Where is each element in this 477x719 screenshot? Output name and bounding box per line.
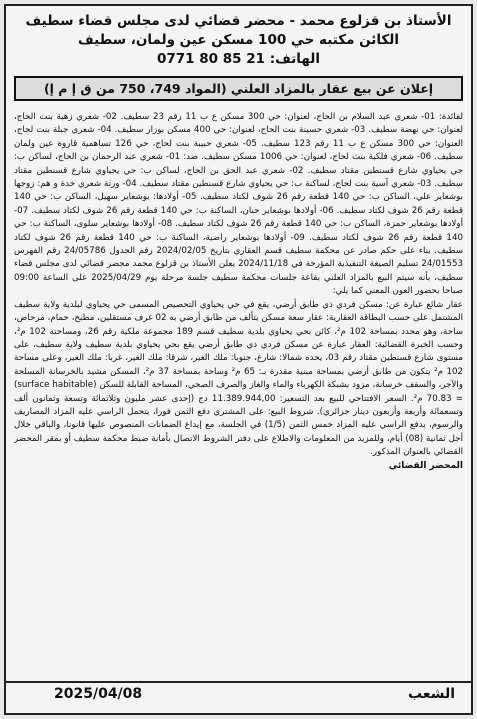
signature: المحضر القضائي: [388, 460, 463, 471]
notice-body: [14, 111, 463, 652]
notice-header: [14, 12, 463, 69]
newspaper-name: الشعب: [407, 686, 455, 702]
office-phone: الهاتف: 21 85 80 0771: [156, 51, 320, 67]
publication-date: 2025/04/08: [54, 686, 143, 702]
legal-notice: [4, 4, 473, 715]
bailiff-name: الأستاذ بن قزلوع محمد - محضر قضائي لدى مجلس قضاء سطيف: [25, 13, 452, 29]
publication-footer: [6, 681, 471, 709]
parties-paragraph: لفائدة: 01- شعري عبد السلام بن الحاج، لعنوان: حي 300 مسكن ع ب 11 رقم 23 سطيف. 02- شعري زهية بنت الحاج، لعنوان: حي نهضة سطيف. 03- شعري حسينة بنت الحاج، لعنوان: حي 400 مسكن بوزار سطيف. 04- شعري جبلة بنت لحاج، العنوان: حي 300 مسكن ع ب 11 رقم 123 سطيف. 05- شعري حبيبة بنت لحاج، حي 126 تساهمية قاروة عين ولمان سطيف. 06- شعري فلكية بنت لحاج، لعنوان: حي 1006 مسكن سطيف. ضد: 01- شعري عبد الرحمان بن الحاج، لساكن ب: حي يحياوي شارع قسنطين مقتاد سطيف. 02- شعري عبد الحق بن الحاج، لساكن ب: حي يحياوي شارع قسنطين مقتاد سطيف. 03- شعري آسية بنت لحاج، لساكنة ب: حي يحياوي شارع قسنطين مقتاد سطيف. 04- ورثة شعري خدة و هم: زوجها بوشعاير علي، الساكن ب: حي 140 قطعة رقم 26 شوف لكتاد سطيف. 05- أولادها: بوشعاير سهيل، الساكن ب: حي 140 قطعة رقم 26 شوف لكتاد سطيف. 06- أولادها بوشعاير حنان، الساكنة ب: حي 140 قطعة رقم 26 شوف لكتاد سطيف. 07- أولادها بوشعاير حمزة، الساكن ب: حي 140 قطعة رقم 26 شوف لكتاد سطيف. 08- أولادها بوشعاير سلوى، الساكنة ب: حي 140 قطعة رقم 26 شوف لكتاد سطيف. 09- أولادها بوشعاير راضية، الساكنة ب: حي 140 قطعة رقم 26 شوف لكتاد سطيف. بناء على حكم صادر عن محكمة سطيف قسم العقاري بتاريخ 2024/02/05 رقم الجدول 24/05786 رقم الفهرس 24/01553 تسليم الصيغة التنفيذية المؤرخة في 2024/11/18 يعلن الأستاذ بن قزلوع محمد محضر قضائي لدى مجلس قضاء سطيف، بأنه سيتم البيع بالمزاد العلني بقاعة جلسات محكمة سطيف جلسة مرحلة يوم 2025/04/29 على الساعة 09:00 صباحا بحضور العون المعني كما يلي:: [14, 112, 463, 297]
notice-title: إعلان عن بيع عقار بالمزاد العلني (المواد 749، 750 من ق إ م إ): [14, 76, 463, 101]
office-address: الكائن مكتبه حي 100 مسكن عين ولمان، سطيف: [78, 32, 399, 48]
property-paragraph: عقار شائع عبارة عن: مسكن فردي ذي طابق أرضي، يقع في حي يحياوي التحصيص المسمى حي يحياوي لبلدية ولاية سطيف المشتمل على حسب البطاقة العقارية: عقار سعة مسكن يتألف من طابق أرضي به 02 غرف مستقلين، مطبخ، حمام، مرحاض، ساحة، وهو محدد بمساحة 102 م²، كائن بحي يحياوي بلدية سطيف قسم 189 مجموعة ملكية رقم 26، ومساحته 102 م²، وحسب الخبرة القضائية: العقار عبارة عن مسكن فردي ذي طابق أرضي يقع بحي يحياوي بلدية سطيف ولاية سطيف، على مستوى شارع قسنطين مقتاد رقم 03، يحده شمالا: شارع، جنوبا: ملك الغير، شرقا: ملك الغير، غربا: ملك الغير، وعلى مساحة 102 م² يتكون من طابق أرضي بمساحة مبنية مقدرة بـ: 65 م² وساحة بمساحة 37 م²، المسكن مشيد بالخرسانة المسلحة والآجر، والسقف خرسانة، مزود بشبكة الكهرباء والماء والغاز والصرف الصحي، المساحة القابلة للسكن (surface habitable) = 70.83 م². السعر الافتتاحي للبيع بعد التسعير: 11.389.944,00 دج (إحدى عشر مليون وثلاثمائة وتسعة وثمانون ألف وتسعمائة وأربعة وأربعون دينار جزائري). شروط البيع: على المشتري دفع الثمن فورا، يتحمل الراسي عليه المزاد المصاريف والرسوم، يدفع الراسي عليه المزاد خمس الثمن (1/5) في الجلسة، مع إيداع الضمانات المنصوص عليها قانونا، والباقي خلال أجل ثمانية (08) أيام، وللمزيد من المعلومات والاطلاع على دفتر الشروط الاتصال بأمانة ضبط محكمة سطيف أو بمقر المحضر القضائي بالعنوان المذكور.: [14, 299, 463, 458]
